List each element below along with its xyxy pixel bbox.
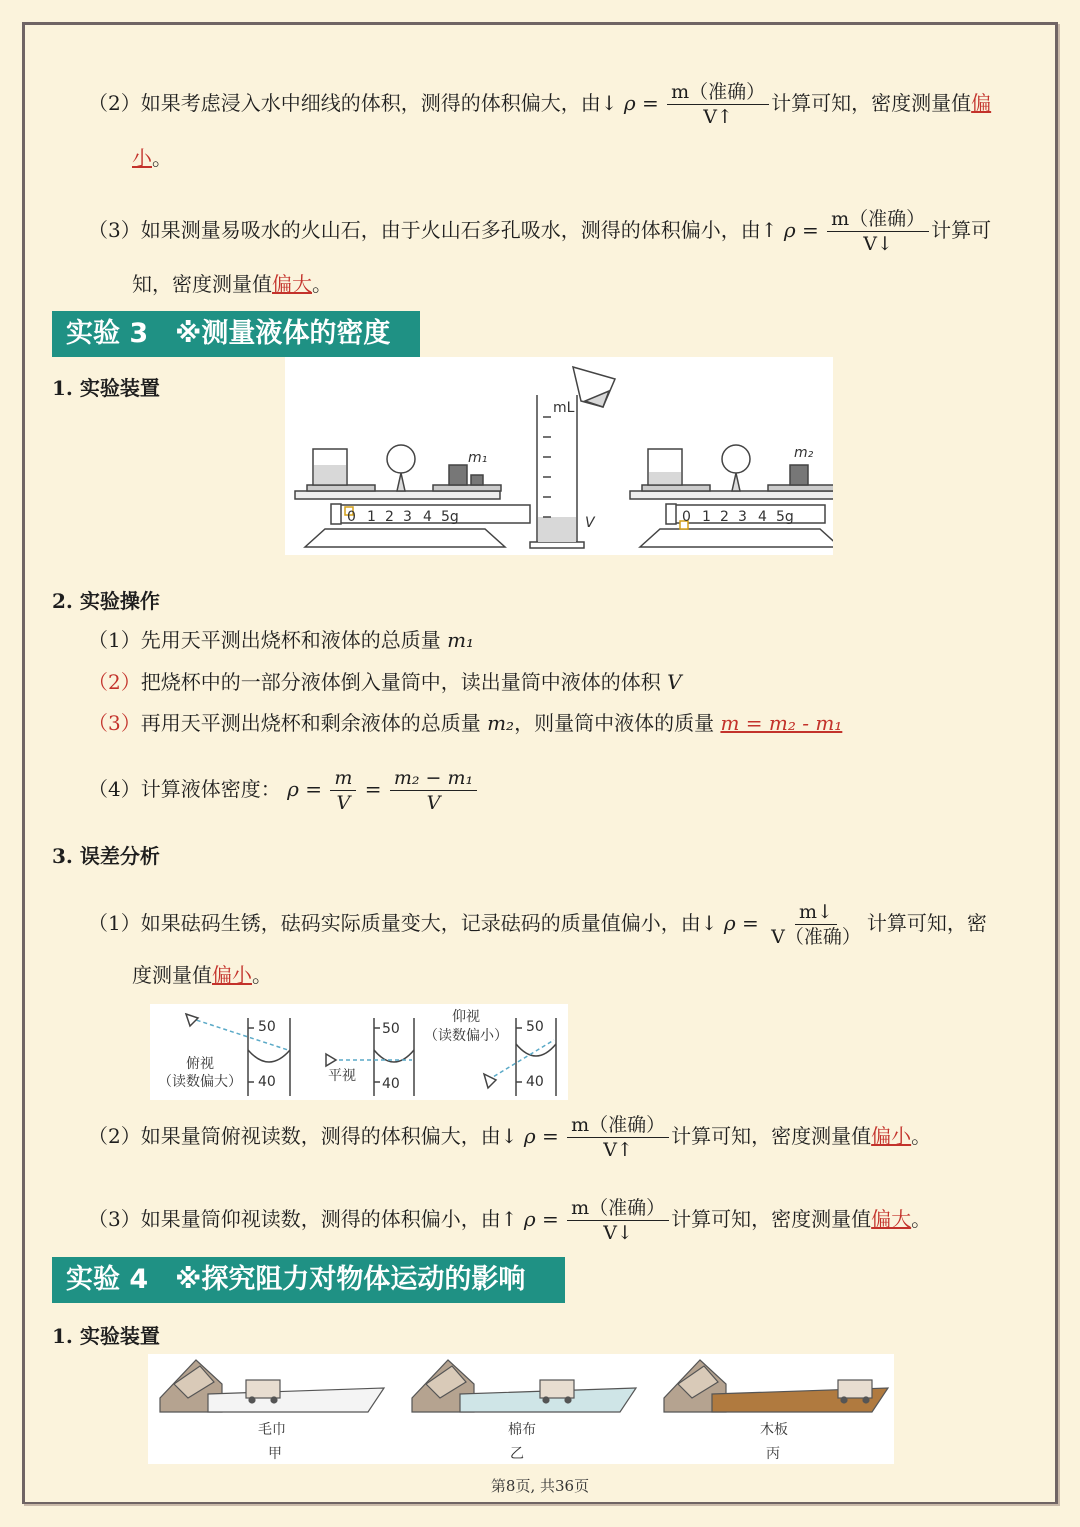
svg-text:棉布: 棉布 [508,1422,536,1438]
fraction: $\frac{m}{V}$ [330,766,356,815]
svg-text:4: 4 [423,509,432,525]
svg-text:3: 3 [403,509,412,525]
svg-text:m₁: m₁ [468,450,488,466]
heading-operations: 2. 实验操作 [52,589,160,613]
balance-left [295,445,530,547]
op-1: （1）先用天平测出烧杯和液体的总质量 m₁ [88,628,475,652]
svg-text:（读数偏大）: （读数偏大） [158,1074,242,1090]
svg-text:0: 0 [682,509,691,525]
heading-apparatus-exp4: 1. 实验装置 [52,1324,160,1348]
heading-error-analysis: 3. 误差分析 [52,844,160,868]
apparatus-drawing [285,357,833,555]
fraction: $\frac{\text{m（准确）}}{V↓}$ [567,1196,669,1245]
err-2: （2）如果量筒俯视读数，测得的体积偏大，由↓ ρ = $\frac{\text{m（准确）}}{V↑}$ 计算可知，密度测量值偏小。 [88,1114,932,1161]
fraction: $\frac{\text{m₂ − m₁}}{V}$ [390,766,477,815]
svg-text:4: 4 [758,509,767,525]
op-4: （4）计算液体密度： ρ = $\frac{m}{V}$ = $\frac{\text{m₂ − m₁}}{V}$ [88,766,479,815]
svg-text:2: 2 [385,509,394,525]
err-top-item-3-cont: 知，密度测量值偏大。 [132,272,332,296]
svg-text:乙: 乙 [510,1446,524,1462]
svg-text:40: 40 [258,1074,276,1090]
resistance-drawing [148,1354,894,1464]
measuring-cylinder [530,367,615,548]
fraction: $\frac{\text{m（准确）}}{V↑}$ [567,1113,669,1162]
op-2: （2）把烧杯中的一部分液体倒入量筒中，读出量筒中液体的体积 V [88,670,682,694]
resistance-figure [148,1354,894,1464]
fraction: $\frac{m↓}{\text{V（准确）}}$ [771,901,861,948]
err-top-item-2: （2）如果考虑浸入水中细线的体积，测得的体积偏大，由↓ ρ = $\frac{\text{m（准确）}}{V↑}$ 计算可知，密度测量值偏 [88,81,992,128]
err-3: （3）如果量筒仰视读数，测得的体积偏小，由↑ ρ = $\frac{\text{m（准确）}}{V↓}$ 计算可知，密度测量值偏大。 [88,1197,932,1244]
page-number: 第8页, 共36页 [490,1477,590,1495]
err-top-item-2-cont: 小。 [132,146,172,170]
fraction: $\frac{\text{m（准确）}}{V↓}$ [827,207,929,256]
svg-text:50: 50 [258,1019,276,1035]
cylinder-labels [553,400,596,531]
err-1: （1）如果砝码生锈，砝码实际质量变大，记录砝码的质量值偏小，由↓ ρ = $\frac{m↓}{\text{V（准确）}}$ 计算可知，密 [88,901,987,948]
ramp-cotton [412,1360,636,1412]
svg-text:40: 40 [382,1076,400,1092]
section-title-exp3: 实验 3 ※测量液体的密度 [52,311,420,357]
ramp-towel [160,1360,384,1412]
svg-text:平视: 平视 [328,1068,356,1084]
op-3: （3）再用天平测出烧杯和剩余液体的总质量 m₂，则量筒中液体的质量 m = m₂ - m₁ [88,711,843,735]
fraction: $\frac{\text{m（准确）}}{V↑}$ [667,80,769,129]
svg-text:50: 50 [526,1019,544,1035]
svg-text:5g: 5g [776,509,794,525]
err-1-cont: 度测量值偏小。 [132,963,272,987]
svg-text:3: 3 [738,509,747,525]
svg-text:毛巾: 毛巾 [258,1422,286,1438]
svg-text:1: 1 [702,509,711,525]
svg-text:mL: mL [553,400,575,416]
apparatus-figure [285,357,833,555]
svg-text:甲: 甲 [268,1446,282,1462]
svg-text:俯视: 俯视 [186,1056,214,1072]
svg-text:木板: 木板 [760,1422,788,1438]
cylinder-reading-figure [150,1004,568,1100]
svg-text:50: 50 [382,1021,400,1037]
cylinder-reading-drawing [150,1004,568,1100]
svg-text:丙: 丙 [766,1446,780,1462]
svg-text:40: 40 [526,1074,544,1090]
svg-text:m₂: m₂ [794,445,814,461]
svg-text:（读数偏小）: （读数偏小） [424,1028,508,1044]
svg-text:2: 2 [720,509,729,525]
svg-text:5g: 5g [441,509,459,525]
err-top-item-3: （3）如果测量易吸水的火山石，由于火山石多孔吸水，测得的体积偏小，由↑ ρ = $\frac{\text{m（准确）}}{V↓}$ 计算可 [88,208,992,255]
section-title-exp4: 实验 4 ※探究阻力对物体运动的影响 [52,1257,565,1303]
heading-apparatus: 1. 实验装置 [52,376,160,400]
ramp-labels [258,1421,788,1462]
svg-text:仰视: 仰视 [452,1009,480,1025]
svg-text:0: 0 [347,509,356,525]
svg-text:V: V [585,515,595,531]
svg-text:1: 1 [367,509,376,525]
ramp-wood [664,1360,888,1412]
